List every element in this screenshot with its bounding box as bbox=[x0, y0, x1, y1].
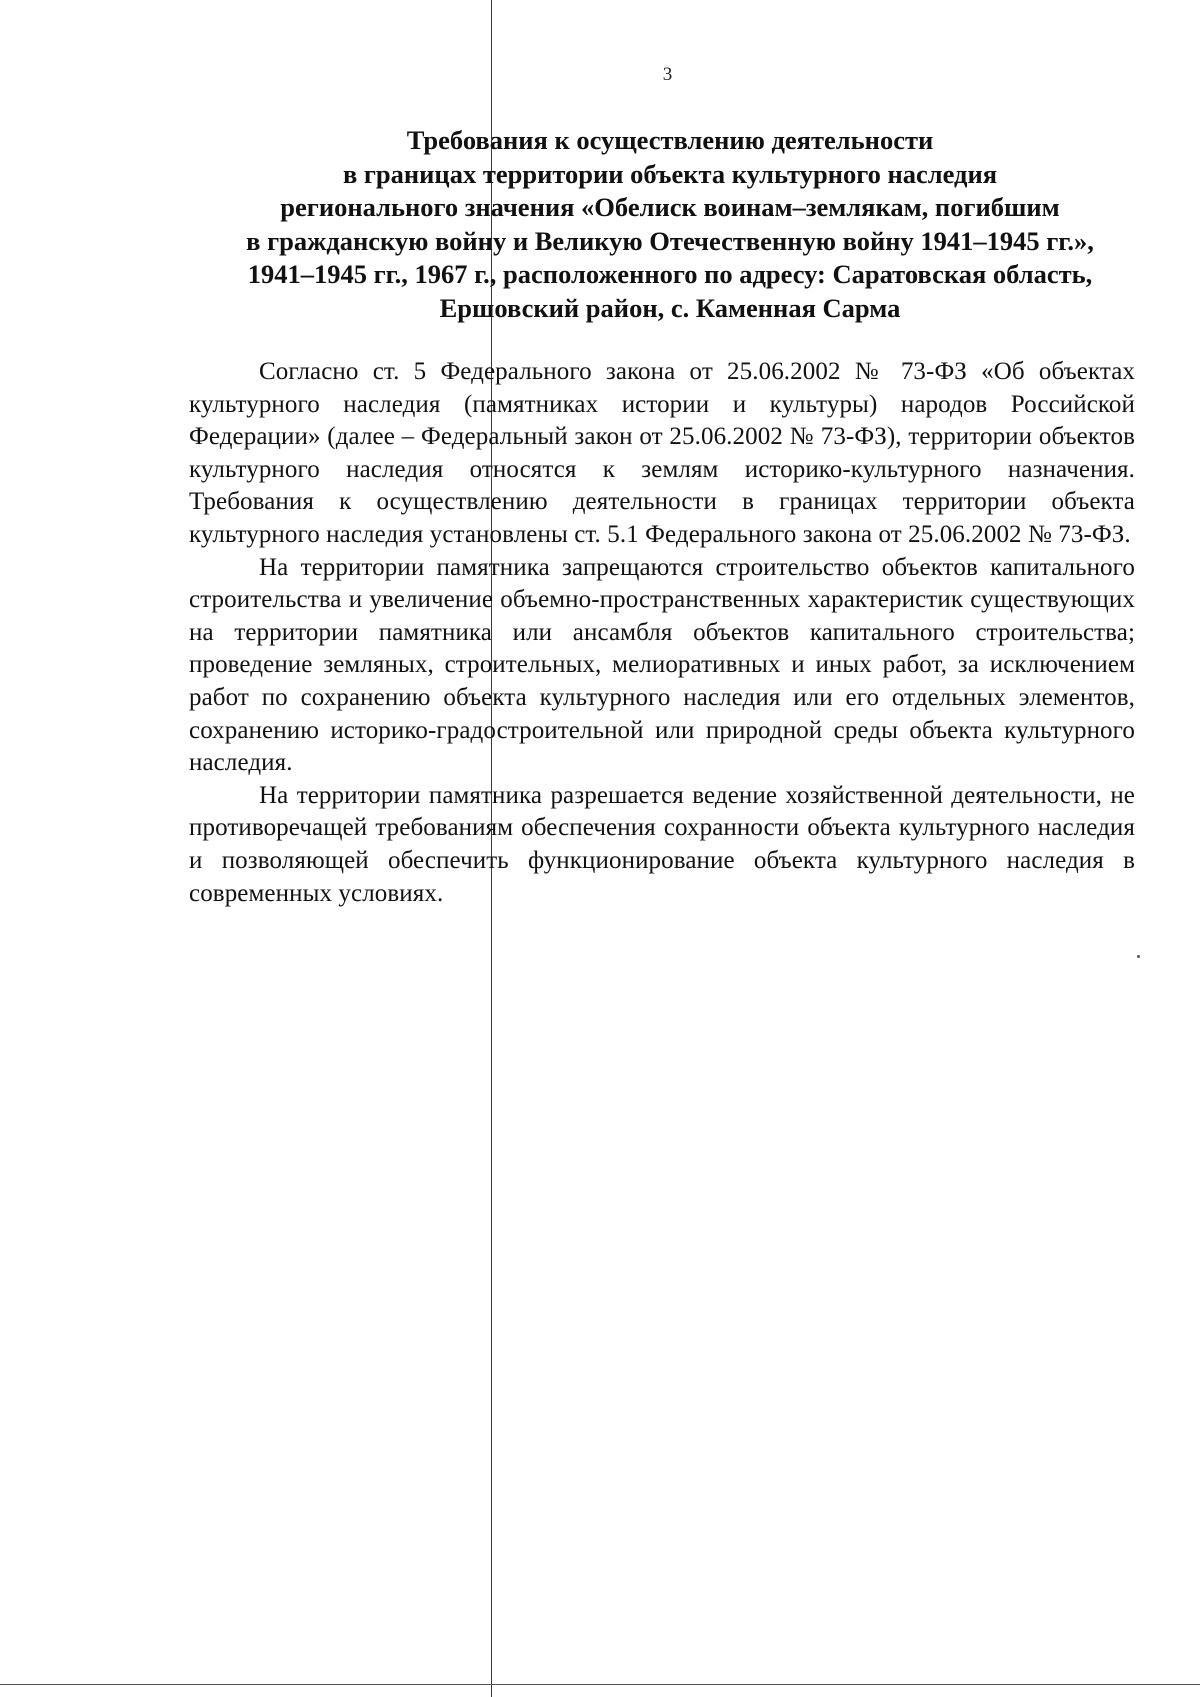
document-body bbox=[189, 356, 1135, 910]
page-number: 3 bbox=[662, 64, 673, 85]
title-line: Требования к осуществлению деятельности bbox=[406, 125, 934, 155]
title-line: 1941–1945 гг., 1967 г., расположенного по адресу: Саратовская область, bbox=[247, 259, 1093, 289]
paragraph-legal-basis: Согласно ст. 5 Федерального закона от 25.06.2002 № 73-ФЗ «Об объектах культурного наследия (памятниках истории и культуры) народов Российской Федерации» (далее – Федеральный закон от 25.06.2002 № 73-ФЗ), территории объектов культурного наследия относятся к землям историко-культурного назначения. Требования к осуществлению деятельности в границах территории объекта культурного наследия установлены ст. 5.1 Федерального закона от 25.06.2002 № 73-ФЗ. bbox=[189, 358, 1135, 548]
paragraph-prohibitions: На территории памятника запрещаются строительство объектов капитального строительства и увеличение объемно-пространственных характеристик существующих на территории памятника или ансамбля объектов капитального строительства; проведение земляных, строительных, мелиоративных и иных работ, за исключением работ по сохранению объекта культурного наследия или его отдельных элементов, сохранению историко-градостроительной или природной среды объекта культурного наследия. bbox=[189, 553, 1135, 777]
scan-edge-line bbox=[0, 1684, 1200, 1685]
paragraph-permissions: На территории памятника разрешается ведение хозяйственной деятельности, не противоречащей требованиям обеспечения сохранности объекта культурного наследия и позволяющей обеспечить функционирование объекта культурного наследия в современных условиях. bbox=[189, 781, 1135, 907]
scan-speck bbox=[1137, 955, 1140, 958]
title-line: в гражданскую войну и Великую Отечественную войну 1941–1945 гг.», bbox=[246, 225, 1094, 256]
title-line: Ершовский район, с. Каменная Сарма bbox=[439, 292, 901, 323]
title-line: в границах территории объекта культурного наследия bbox=[342, 158, 998, 189]
title-line: регионального значения «Обелиск воинам–землякам, погибшим bbox=[280, 192, 1060, 222]
document-title bbox=[190, 124, 1150, 325]
